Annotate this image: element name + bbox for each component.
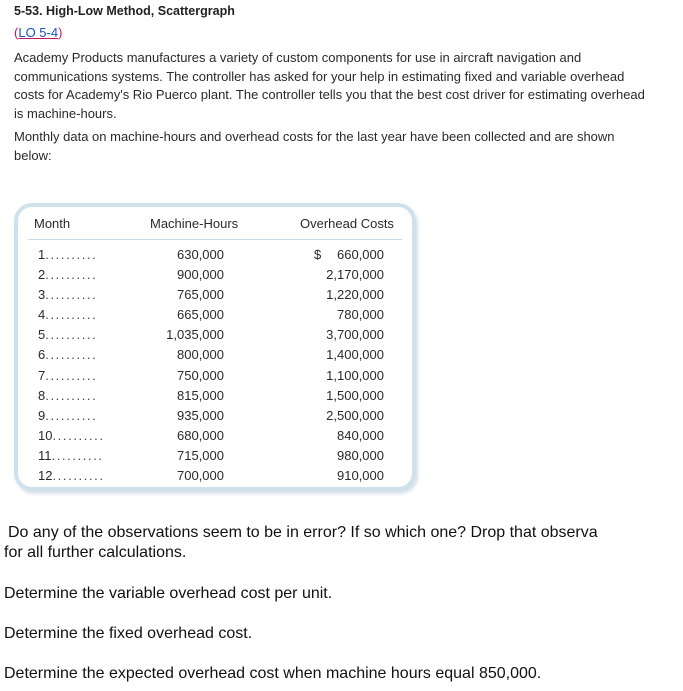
month-number: 12	[38, 468, 53, 484]
table-row	[18, 406, 412, 426]
machine-hours-cell: 700,000	[177, 468, 224, 484]
machine-hours-cell: 715,000	[177, 447, 224, 463]
month-number: 11	[38, 447, 52, 463]
header-divider	[28, 239, 402, 240]
month-cell	[38, 285, 133, 305]
overhead-costs-cell: 660,000	[337, 247, 384, 262]
month-number: 2	[38, 267, 46, 283]
leader-dots: ..........	[45, 367, 98, 383]
overhead-costs-column-header: Overhead Costs	[300, 216, 394, 231]
machine-hours-cell: 680,000	[177, 427, 224, 443]
learning-objective-label[interactable]: LO 5-4	[18, 25, 59, 40]
overhead-costs-cell: 1,220,000	[326, 287, 384, 303]
learning-objective-link[interactable]	[14, 25, 62, 40]
leader-dots: ..........	[45, 307, 98, 323]
month-number: 7	[38, 367, 46, 383]
month-cell	[38, 426, 133, 446]
problem-heading: 5-53. High-Low Method, Scattergraph	[14, 4, 235, 18]
month-number: 10	[38, 427, 53, 443]
table-row	[18, 245, 412, 265]
month-cell	[38, 366, 133, 386]
overhead-costs-cell: 1,400,000	[326, 347, 384, 363]
leader-dots: ..........	[45, 407, 98, 423]
overhead-costs-cell: 1,500,000	[326, 387, 384, 403]
month-cell	[38, 345, 133, 365]
month-number: 5	[38, 327, 46, 343]
overhead-costs-cell: 1,100,000	[326, 367, 384, 383]
leader-dots: ..........	[45, 347, 98, 363]
currency-symbol: $	[314, 247, 322, 262]
data-table	[14, 203, 416, 491]
leader-dots: ..........	[45, 287, 98, 303]
machine-hours-cell: 800,000	[177, 347, 224, 363]
table-row	[18, 426, 412, 446]
table-row	[18, 446, 412, 466]
machine-hours-cell: 935,000	[177, 407, 224, 423]
month-cell	[38, 406, 133, 426]
leader-dots: ..........	[52, 427, 105, 443]
table-row	[18, 325, 412, 345]
data-paragraph: Monthly data on machine-hours and overhead costs for the last year have been collected and are shown below:	[14, 129, 615, 163]
question-fixed-cost: Determine the fixed overhead cost.	[4, 625, 253, 642]
table-row	[18, 345, 412, 365]
month-number: 8	[38, 387, 46, 403]
overhead-costs-cell: 2,500,000	[326, 407, 384, 423]
month-cell	[38, 265, 133, 285]
month-cell	[38, 305, 133, 325]
leader-dots: ..........	[51, 447, 104, 463]
month-column-header: Month	[34, 216, 71, 231]
table-row	[18, 466, 412, 486]
question-error-observation: Do any of the observations seem to be in error? If so which one? Drop that observa	[8, 524, 598, 541]
machine-hours-cell: 1,035,000	[166, 327, 224, 343]
machine-hours-cell: 815,000	[177, 387, 224, 403]
month-cell	[38, 446, 133, 466]
month-number: 3	[38, 287, 46, 303]
machine-hours-cell: 630,000	[177, 247, 224, 262]
overhead-costs-cell: 3,700,000	[326, 327, 384, 343]
leader-dots: ..........	[52, 468, 105, 484]
intro-paragraph: Academy Products manufactures a variety of custom components for use in aircraft navigation and communications systems. The controller has asked for your help in estimating fixed and variable overhead costs for Academy's Rio Puerco plant. The controller tells you that the best cost driver for estimating overhead is machine-hours.	[14, 50, 645, 121]
leader-dots: ..........	[45, 387, 98, 403]
table-row	[18, 285, 412, 305]
machine-hours-cell: 765,000	[177, 287, 224, 303]
question-variable-cost: Determine the variable overhead cost per unit.	[4, 585, 333, 602]
table-row	[18, 305, 412, 325]
overhead-costs-cell: 910,000	[337, 468, 384, 484]
machine-hours-column-header: Machine-Hours	[150, 216, 239, 231]
month-number: 9	[38, 407, 46, 423]
table-row	[18, 386, 412, 406]
month-number: 4	[38, 307, 46, 323]
lo-open-paren: (	[14, 25, 19, 40]
machine-hours-cell: 750,000	[177, 367, 224, 383]
overhead-costs-cell: 840,000	[337, 427, 384, 443]
lo-close-paren: )	[58, 25, 63, 40]
machine-hours-cell: 665,000	[177, 307, 224, 323]
table-row	[18, 366, 412, 386]
question-expected-cost: Determine the expected overhead cost when machine hours equal 850,000.	[4, 665, 542, 682]
leader-dots: ..........	[45, 247, 98, 262]
overhead-costs-cell: 780,000	[337, 307, 384, 323]
overhead-costs-cell: 2,170,000	[326, 267, 384, 283]
month-number: 1	[38, 247, 46, 262]
question-error-observation-continued: for all further calculations.	[4, 544, 187, 561]
month-number: 6	[38, 347, 46, 363]
month-cell	[38, 466, 133, 486]
table-row	[18, 265, 412, 285]
month-cell	[38, 386, 133, 406]
table-body	[18, 245, 412, 486]
month-cell	[38, 325, 133, 345]
machine-hours-cell: 900,000	[177, 267, 224, 283]
overhead-costs-cell: 980,000	[337, 447, 384, 463]
leader-dots: ..........	[45, 267, 98, 283]
leader-dots: ..........	[45, 327, 98, 343]
month-cell	[38, 245, 133, 265]
